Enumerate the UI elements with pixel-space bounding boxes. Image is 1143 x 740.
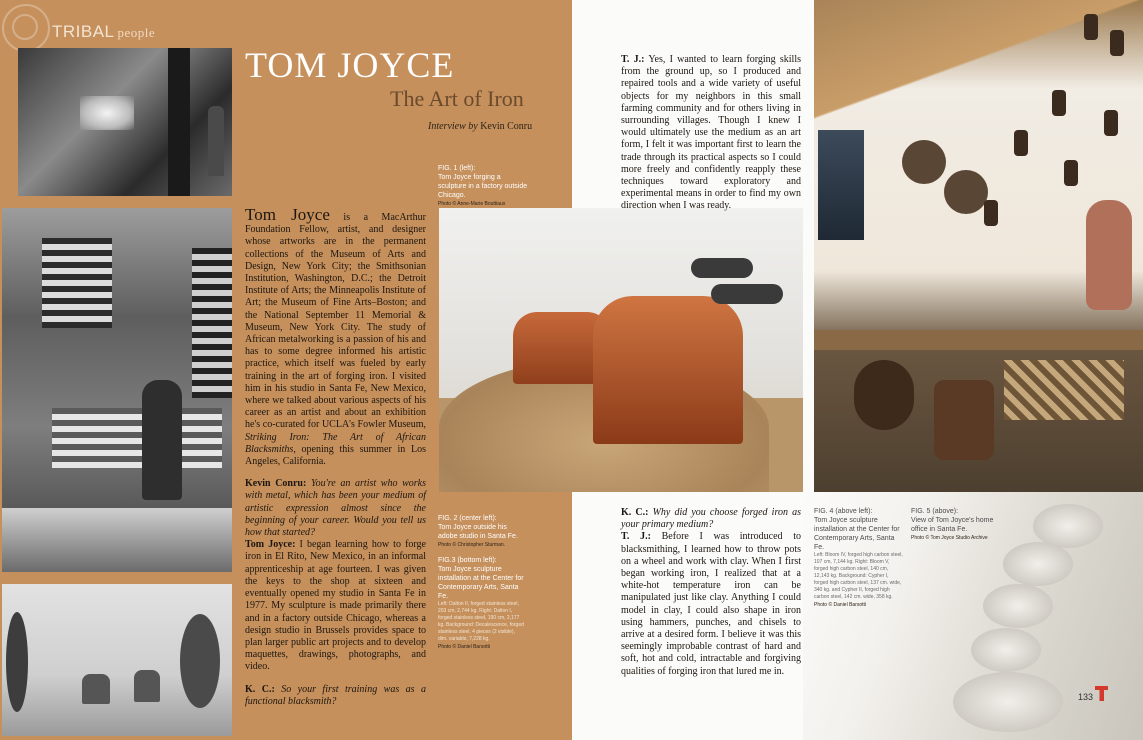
speaker: K. C.: (621, 507, 649, 518)
magazine-brand (52, 22, 155, 42)
photo-ground (2, 508, 232, 572)
caption-fig3 (438, 556, 524, 652)
byline-prefix: Interview by (428, 121, 478, 132)
photo-forging-factory (18, 48, 232, 196)
question-text: Why did you choose forged iron as your primary medium? (621, 507, 801, 531)
photo-coil (1003, 542, 1073, 586)
caption-credit: Photo © Daniel Barsotti (814, 602, 867, 608)
caption-fig4 (814, 507, 904, 610)
speaker: Kevin Conru: (245, 478, 307, 490)
article-title: TOM JOYCE (245, 45, 455, 85)
photo-block (134, 670, 160, 702)
photo-tool (1014, 130, 1028, 156)
photo-tool (1104, 110, 1118, 136)
photo-wall-piece (711, 284, 783, 304)
photo-disk (902, 140, 946, 184)
photo-bloom-sculptures (439, 208, 803, 492)
question-text: You're an artist who works with metal, which has been your medium of artistic expression almost since the beginning of your career. Would you tell us how that started? (245, 478, 427, 539)
intro-name: Tom Joyce (245, 205, 330, 224)
photo-disc-left (6, 612, 28, 712)
photo-glow (80, 96, 134, 130)
paragraph-gap (245, 674, 426, 684)
photo-window (42, 238, 112, 328)
swirl-logo-inner-icon (12, 14, 38, 40)
photo-tool (1064, 160, 1078, 186)
photo-coil (983, 584, 1053, 628)
speaker: Tom Joyce: (245, 539, 296, 551)
photo-basket (1004, 360, 1124, 420)
caption-label: FIG. 4 (above left): (814, 508, 873, 515)
intro-book: Striking Iron: The Art of African Blacksmiths (245, 431, 426, 455)
photo-tool (1110, 30, 1124, 56)
photo-wall-piece (691, 258, 753, 278)
answer-text: Yes, I wanted to learn forging skills from the ground up, so I produced and repaired tools and a wide variety of useful objects for my neighbors in this small farming community and for others living in surrounding villages. Though I knew I would ultimately use the medium as an art form, I felt it was important first to learn the trade through its practical aspects so I could more freely and confidently reapply these techniques toward exploratory and experimental means in order to find my own direction when I was ready. (621, 54, 802, 212)
logo-stem (1100, 686, 1105, 701)
answer-1 (245, 539, 426, 673)
speaker: T. J.: (621, 54, 645, 65)
photo-column (168, 48, 190, 196)
brand-main: TRIBAL (52, 22, 115, 41)
page-number: 133 (1078, 692, 1094, 702)
caption-text: Tom Joyce outside his adobe studio in Santa Fe. (438, 524, 518, 540)
byline-name: Kevin Conru (480, 121, 533, 132)
photo-tool (1084, 14, 1098, 40)
caption-detail: Left: Dalton II, forged stainless steel, 203 cm, 2,744 kg. Right: Dalton I, forged stainless steel, 190 cm, 2,177 kg. Background: Decalescence, forged stainless steel, 4 pieces (2 visible), dim. variable, 7,228 kg. (438, 601, 524, 642)
body-column-right-bottom (621, 507, 801, 678)
caption-label: FIG. 5 (above): (911, 508, 959, 515)
caption-credit: Photo © Tom Joyce Studio Archive (911, 535, 988, 541)
photo-block (82, 674, 110, 704)
photo-vase (1086, 200, 1132, 310)
answer-text: Before I was introduced to blacksmithing, I learned how to throw pots on a wheel and work with clay. When I first began working iron, I realized that at a white-hot temperature iron can be manipulated just like clay. Anything I could model in clay, I could also shape in iron using hammers, punches, and chisels to arrive at a desired form. I believe it was this seemingly improbable contrast of hard and soft, hot and cold, intractable and forgiving qualities of forging iron that lured me in. (621, 531, 801, 677)
photo-textile (818, 130, 864, 240)
photo-bench (52, 408, 222, 468)
photo-disk (944, 170, 988, 214)
caption-fig1 (438, 164, 528, 209)
question-3 (621, 507, 801, 531)
caption-text: Tom Joyce sculpture installation at the Center for Contemporary Arts, Santa Fe. (814, 517, 900, 551)
speaker: T. J.: (621, 531, 651, 543)
intro-paragraph (245, 205, 426, 468)
answer-3 (621, 531, 801, 677)
caption-detail: Left: Bloom IV, forged high carbon steel, 107 cm, 7,144 kg. Right: Bloom V, forged high carbon steel, 140 cm, 12,143 kg. Background: Cypher I, forged high carbon steel, 137 cm. wide, 340 kg. and Cypher II, forged high carbon steel, 142 cm. wide, 358 kg. (814, 552, 903, 600)
photo-installation-bw (2, 584, 232, 736)
photo-sculpture-large (593, 296, 743, 444)
photo-pot (854, 360, 914, 430)
caption-text: Tom Joyce sculpture installation at the Center for Contemporary Arts, Santa Fe. (438, 566, 524, 600)
photo-adobe-studio (2, 208, 232, 572)
photo-coil (953, 672, 1063, 732)
speaker: K. C.: (245, 683, 275, 695)
byline (428, 121, 532, 132)
paragraph-gap (245, 468, 426, 478)
photo-home-office (814, 0, 1143, 492)
caption-fig2 (438, 514, 524, 550)
caption-text: View of Tom Joyce's home office in Santa Fe. (911, 517, 994, 533)
intro-text: is a MacArthur Foundation Fellow, artist, and designer whose artworks are in the permanent collections of the Museum of Arts and Design, New York City; the Smithsonian Institution, Washington, D.C.; the Detroit Institute of Arts; the Minneapolis Institute of Art; the Museum of Fine Arts–Boston; and the National September 11 Memorial & Museum, New York City. The study of African metalworking is a passion of his and has to some degree informed his artistic practice, which itself was fueled by early training in the art of forging iron. I visited him in his studio in Santa Fe, New Mexico, where we talked about various aspects of his career as an artist and about an exhibition he's co-curated for UCLA's Fowler Museum, (245, 212, 426, 431)
caption-label: FIG.3 (bottom left): (438, 557, 497, 564)
article-subtitle: The Art of Iron (390, 86, 524, 111)
caption-credit: Photo © Anne-Marie Bouttiaux (438, 201, 506, 207)
photo-tool (1052, 90, 1066, 116)
photo-pot (934, 380, 994, 460)
photo-tool (984, 200, 998, 226)
brand-sub: people (117, 25, 156, 40)
question-1 (245, 478, 426, 539)
answer-2 (621, 54, 801, 213)
body-column-left (245, 205, 427, 708)
photo-disc-right (180, 614, 220, 708)
caption-label: FIG. 2 (center left): (438, 515, 497, 522)
tribal-t-logo-icon (1095, 686, 1108, 701)
caption-credit: Photo © Daniel Barsotti (438, 644, 491, 650)
question-text: So your first training was as a functional blacksmith? (245, 683, 426, 707)
photo-coil (971, 628, 1041, 672)
photo-figure (208, 106, 224, 176)
question-2 (245, 684, 426, 708)
photo-shelf (814, 330, 1143, 350)
caption-credit: Photo © Christopher Sturman. (438, 542, 506, 548)
photo-person (142, 380, 182, 500)
intro-end: , opening this summer in Los Angeles, California. (245, 443, 426, 468)
caption-text: Tom Joyce forging a sculpture in a factory outside Chicago. (438, 174, 528, 199)
body-column-right-top (621, 54, 801, 213)
caption-fig5 (911, 507, 995, 543)
answer-text: I began learning how to forge iron in El Rito, New Mexico, in an informal apprenticeship at age fourteen. I was given the keys to the shop at sixteen and eventually opened my studio in Santa Fe in 1977. My sculpture is made primarily there and in a factory outside Chicago, whereas a design studio in Brussels provides space to plan larger public art projects and to develop maquettes, drawings, photographs, and video. (245, 539, 426, 673)
caption-label: FIG. 1 (left): (438, 165, 476, 172)
photo-window-right (192, 248, 232, 398)
